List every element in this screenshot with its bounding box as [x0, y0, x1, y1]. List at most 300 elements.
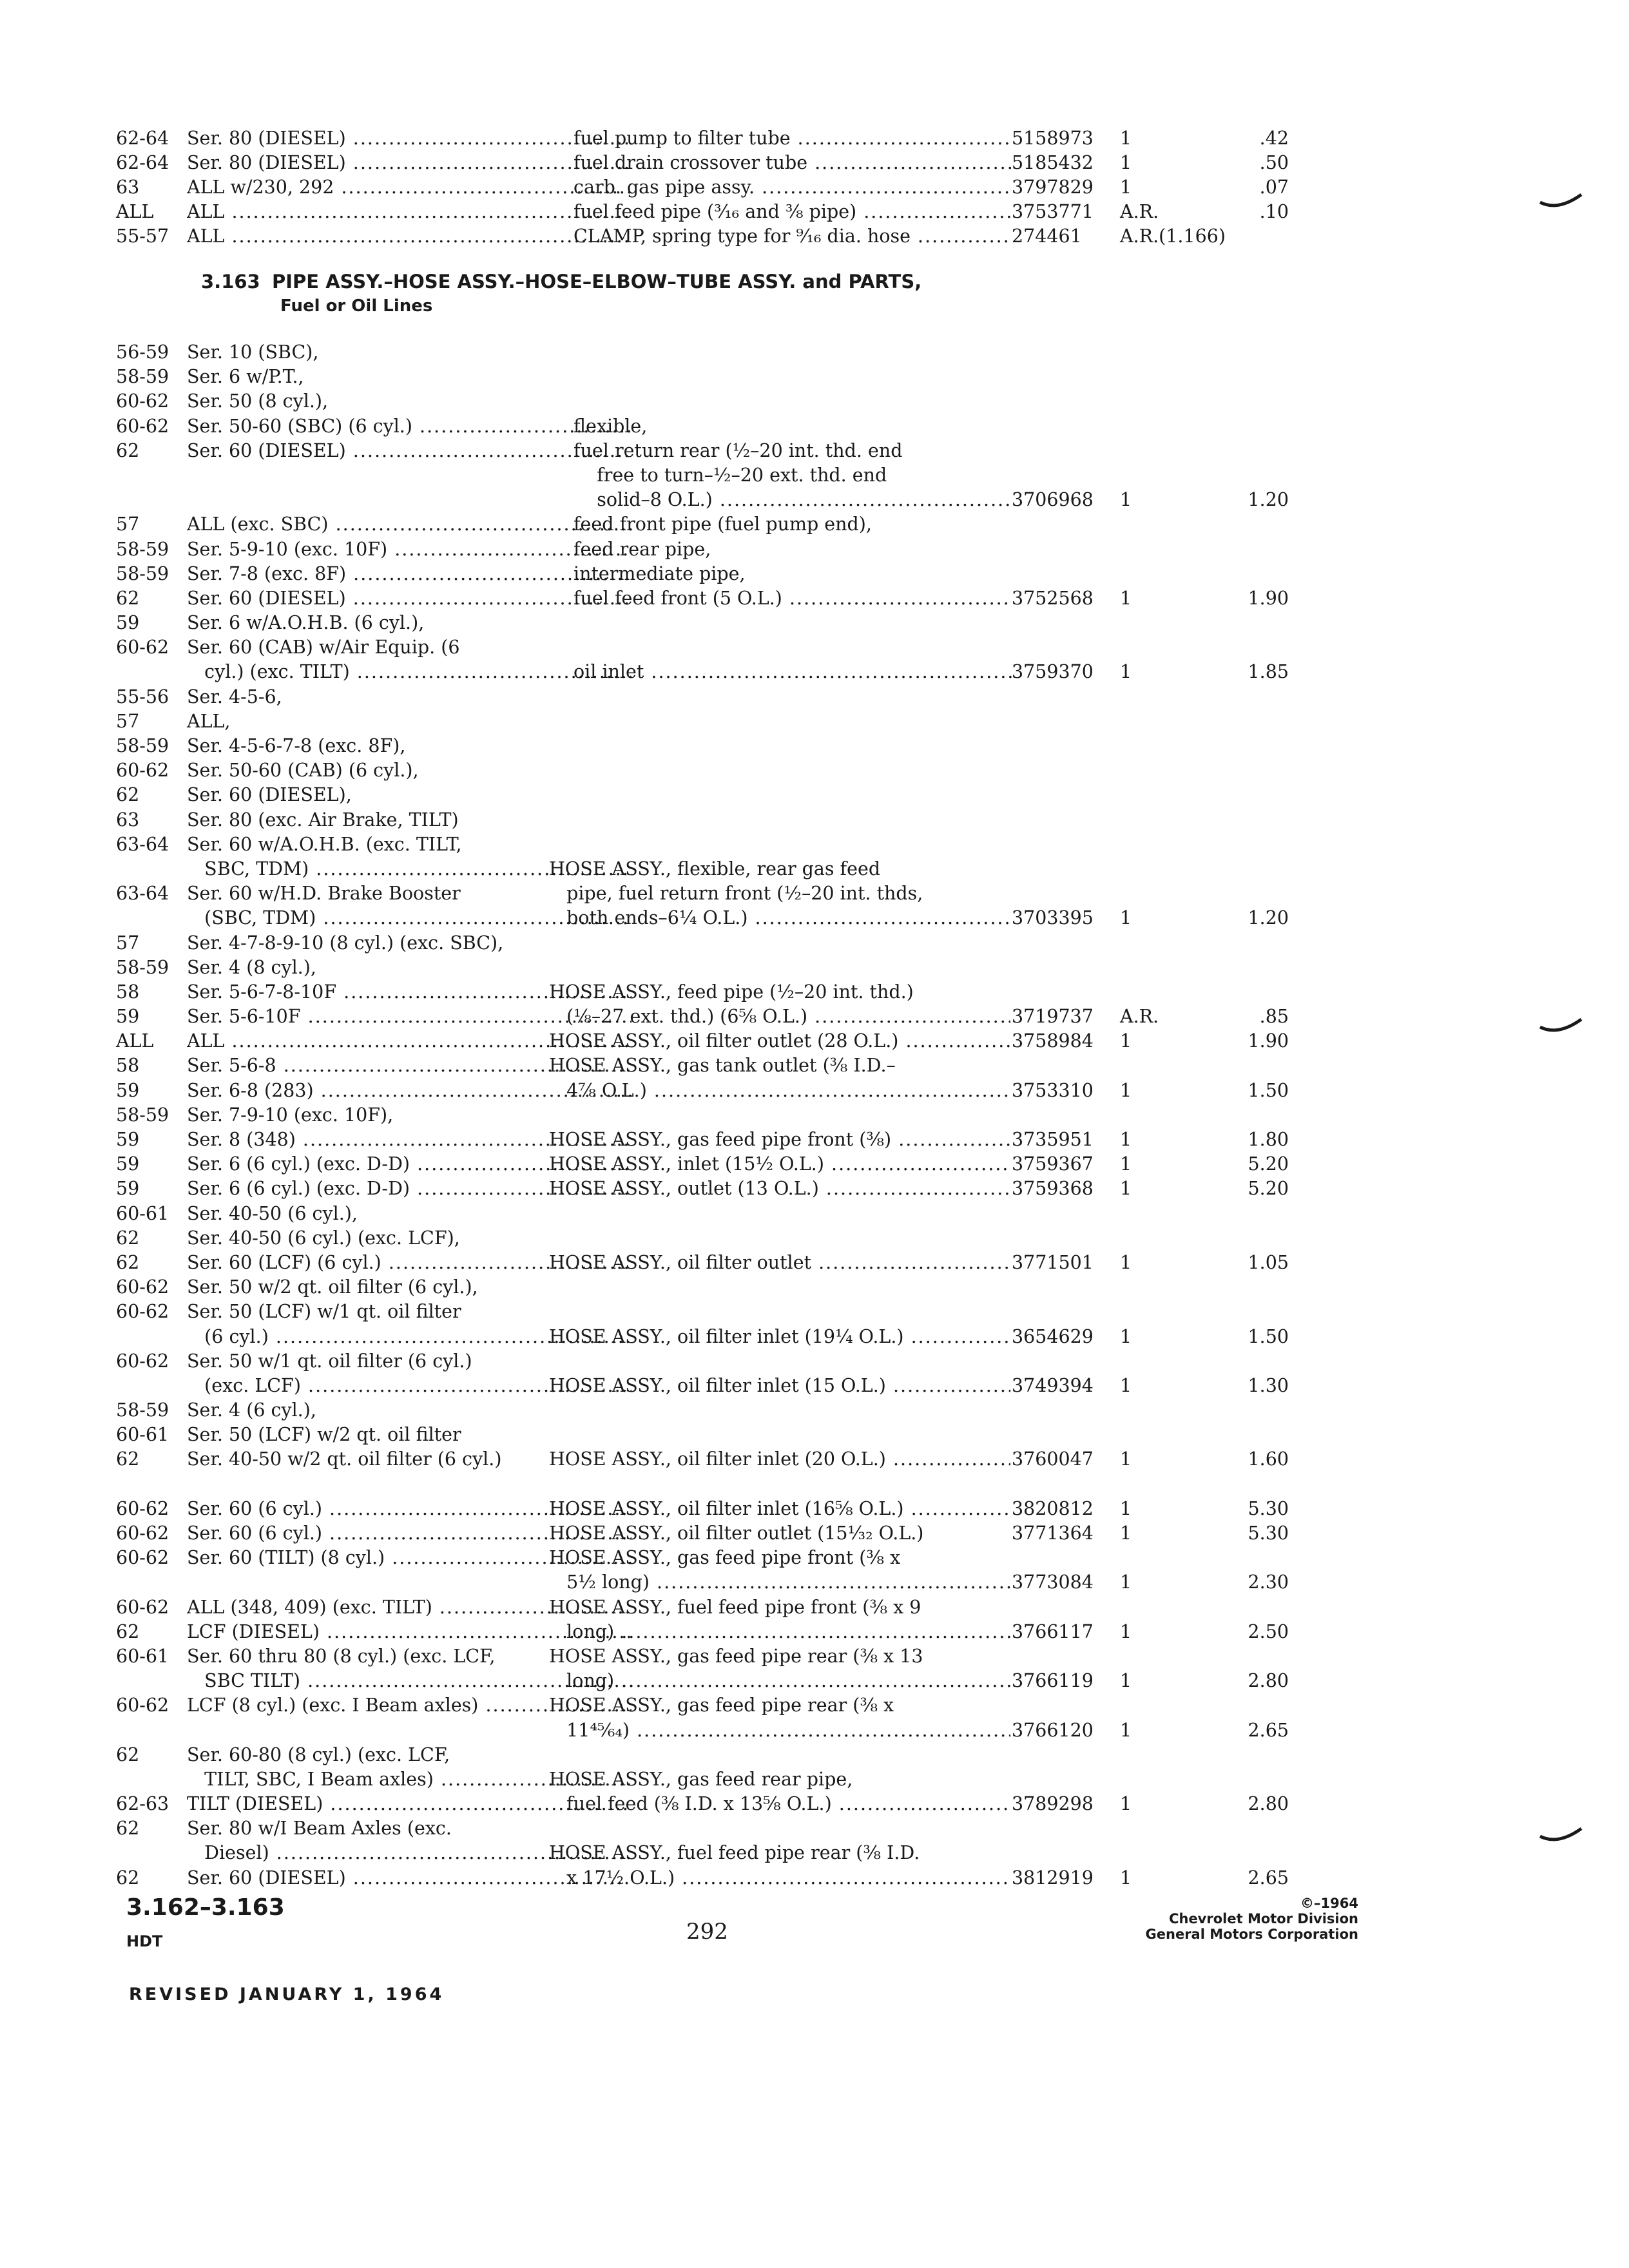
- row-price: [1199, 151, 1289, 175]
- row-description-text: HOSE ASSY., oil filter inlet (15 O.L.) .....: [549, 1374, 1010, 1398]
- row-description-text: HOSE ASSY., outlet (13 O.L.) .....: [549, 1177, 1010, 1201]
- row-model: [187, 389, 660, 414]
- row-year-text: ALL: [116, 1030, 154, 1052]
- row-model-text: Ser. 60 (DIESEL),: [187, 784, 352, 806]
- row-model: [187, 586, 631, 611]
- row-year-text: 62: [116, 439, 140, 461]
- row-model-text: Ser. 6 w/P.T.,: [187, 366, 304, 388]
- row-model-text: Ser. 5-6-8 .....: [187, 1053, 631, 1078]
- row-part-number-text: 5185432: [1012, 152, 1094, 173]
- table-row: [110, 340, 1269, 365]
- section-title: PIPE ASSY.–HOSE ASSY.–HOSE–ELBOW–TUBE ASSY. and PARTS,: [272, 271, 922, 293]
- row-price: [1199, 1792, 1289, 1816]
- row-model-text: Ser. 60 (6 cyl.) .....: [187, 1521, 631, 1546]
- row-model: [187, 734, 660, 758]
- row-price: [1199, 1669, 1289, 1693]
- row-year-text: 60-62: [116, 1596, 169, 1618]
- row-part-number-text: 3759367: [1012, 1153, 1094, 1175]
- row-model-text: Ser. 6 w/A.O.H.B. (6 cyl.),: [187, 612, 425, 634]
- table-row: [110, 1743, 1269, 1767]
- row-model-text: Ser. 80 (exc. Air Brake, TILT): [187, 809, 459, 831]
- table-row: [110, 1202, 1269, 1226]
- row-model-text: Ser. 4 (8 cyl.),: [187, 956, 316, 978]
- table-row: [110, 1718, 1289, 1743]
- row-year: [116, 1029, 187, 1053]
- row-model: [187, 340, 660, 365]
- row-model-text: (exc. LCF) .....: [187, 1374, 631, 1398]
- row-price-text: 5.30: [1248, 1523, 1289, 1544]
- row-year: [116, 1103, 187, 1128]
- row-year-text: 60-61: [116, 1424, 169, 1446]
- row-year-text: 62: [116, 1620, 140, 1642]
- row-year: [116, 340, 187, 365]
- row-year-text: 60-62: [116, 390, 169, 412]
- table-row: [110, 200, 1289, 224]
- row-price-text: 2.65: [1248, 1719, 1289, 1741]
- row-model: [187, 635, 660, 660]
- row-quantity-text: 1: [1120, 1325, 1132, 1347]
- row-model-text: Ser. 40-50 w/2 qt. oil filter (6 cyl.): [187, 1448, 502, 1470]
- row-part-number-text: 274461: [1012, 226, 1082, 247]
- binder-hole-mark-3: [1539, 1827, 1584, 1847]
- row-year-text: 62-64: [116, 152, 169, 173]
- row-description: [549, 1546, 1103, 1570]
- row-model: [187, 1816, 660, 1841]
- table-row: [110, 1423, 1269, 1447]
- row-model-text: Ser. 60 (DIESEL) .....: [187, 439, 631, 463]
- row-year: [116, 586, 187, 611]
- row-description: [549, 1644, 1103, 1669]
- row-year: [116, 1521, 187, 1546]
- table-row: [110, 1128, 1289, 1152]
- row-quantity-text: 1: [1120, 907, 1132, 929]
- row-model-text: Ser. 10 (SBC),: [187, 341, 319, 363]
- row-year: [116, 1595, 187, 1620]
- row-model-text: Ser. 40-50 (6 cyl.),: [187, 1202, 358, 1224]
- row-description-text: long) .....: [549, 1620, 1010, 1644]
- row-description-text: oil inlet .....: [574, 660, 1012, 684]
- row-part-number-text: 3752568: [1012, 587, 1094, 609]
- row-year: [116, 389, 187, 414]
- row-model-text: Ser. 80 (DIESEL) .....: [187, 126, 631, 151]
- row-model: [187, 1202, 660, 1226]
- row-year-text: 60-62: [116, 1523, 169, 1544]
- row-model: [187, 537, 631, 562]
- row-model: [187, 783, 660, 807]
- revision-date: REVISED JANUARY 1, 1964: [129, 1984, 445, 2004]
- row-quantity-text: 1: [1120, 1571, 1132, 1593]
- row-year: [116, 126, 187, 151]
- row-year: [116, 1053, 187, 1078]
- row-description-text: both ends–6¼ O.L.) .....: [549, 906, 1010, 930]
- table-row: [110, 783, 1269, 807]
- row-model-text: Ser. 60 thru 80 (8 cyl.) (exc. LCF,: [187, 1645, 496, 1667]
- binder-hole-mark-2: [1539, 1018, 1584, 1037]
- row-price: [1199, 1251, 1289, 1275]
- row-price: [1199, 1128, 1289, 1152]
- row-model-text: Ser. 40-50 (6 cyl.) (exc. LCF),: [187, 1227, 460, 1249]
- row-description-text: fuel feed (⅜ I.D. x 13⅝ O.L.) .....: [549, 1792, 1010, 1816]
- row-description-text: (⅛–27 ext. thd.) (6⅝ O.L.) .....: [549, 1004, 1010, 1029]
- row-year: [116, 611, 187, 635]
- row-year: [116, 1792, 187, 1816]
- row-year-text: 63: [116, 809, 140, 831]
- table-row: [110, 1251, 1289, 1275]
- row-price-text: 1.85: [1248, 661, 1289, 683]
- row-model-text: Ser. 60 (CAB) w/Air Equip. (6: [187, 637, 460, 658]
- row-description-text: HOSE ASSY., gas feed pipe front (⅜) .....: [549, 1128, 1010, 1152]
- row-model-text: Ser. 8 (348) .....: [187, 1128, 631, 1152]
- row-model-text: Ser. 6 (6 cyl.) (exc. D-D) .....: [187, 1177, 631, 1201]
- row-year-text: 62: [116, 1744, 140, 1765]
- row-quantity-text: 1: [1120, 128, 1132, 149]
- row-model-text: Ser. 60 w/H.D. Brake Booster: [187, 883, 461, 905]
- row-description-text: carb. gas pipe assy. .....: [574, 175, 1012, 200]
- row-year: [116, 808, 187, 832]
- row-description: [549, 980, 1103, 1004]
- row-description-text: HOSE ASSY., oil filter outlet (15⅟₃₂ O.L.): [549, 1523, 924, 1544]
- row-year-text: 62: [116, 1867, 140, 1888]
- table-row: [110, 1644, 1269, 1669]
- row-model-text: Ser. 50-60 (CAB) (6 cyl.),: [187, 760, 419, 782]
- row-model-text: Ser. 4-7-8-9-10 (8 cyl.) (exc. SBC),: [187, 932, 504, 954]
- row-model-text: Ser. 60 (TILT) (8 cyl.) .....: [187, 1546, 631, 1570]
- table-row: [110, 463, 1269, 488]
- row-model-text: Ser. 50 w/1 qt. oil filter (6 cyl.): [187, 1350, 472, 1372]
- row-part-number-text: 3760047: [1012, 1448, 1094, 1470]
- row-year-text: 58-59: [116, 956, 169, 978]
- row-quantity-text: 1: [1120, 587, 1132, 609]
- row-part-number-text: 3789298: [1012, 1793, 1094, 1815]
- row-year-text: 62: [116, 1227, 140, 1249]
- row-year: [116, 1349, 187, 1374]
- row-model: [187, 611, 660, 635]
- row-quantity-text: 1: [1120, 1867, 1132, 1888]
- row-description-text: long) .....: [549, 1669, 1010, 1693]
- row-model-text: Ser. 80 w/I Beam Axles (exc.: [187, 1818, 452, 1840]
- table-row: [110, 151, 1289, 175]
- table-row: [110, 1079, 1289, 1103]
- row-year: [116, 175, 187, 200]
- row-model-text: Ser. 60 (DIESEL) .....: [187, 586, 631, 611]
- row-year-text: 58-59: [116, 562, 169, 584]
- row-description-text: HOSE ASSY., fuel feed pipe rear (⅜ I.D.: [549, 1842, 920, 1864]
- row-model: [187, 1226, 660, 1251]
- row-part-number-text: 3654629: [1012, 1325, 1094, 1347]
- row-year: [116, 1816, 187, 1841]
- table-row: [110, 1866, 1289, 1890]
- row-year-text: 63-64: [116, 883, 169, 905]
- row-description: [574, 512, 1128, 537]
- row-year: [116, 1546, 187, 1570]
- row-price-text: .10: [1259, 201, 1289, 222]
- row-description: [574, 537, 1128, 562]
- row-part-number-text: 3771501: [1012, 1251, 1094, 1273]
- row-model-text: Ser. 60 (LCF) (6 cyl.) .....: [187, 1251, 631, 1275]
- row-year: [116, 1275, 187, 1300]
- row-description: [574, 439, 1128, 463]
- row-quantity-text: A.R.: [1120, 201, 1159, 222]
- row-description-text: HOSE ASSY., feed pipe (½–20 int. thd.): [549, 981, 914, 1003]
- row-price: [1199, 1325, 1289, 1349]
- row-model-text: ALL w/230, 292 .....: [187, 175, 631, 200]
- row-model: [187, 1103, 660, 1128]
- row-model-text: Ser. 60 (6 cyl.) .....: [187, 1497, 631, 1521]
- row-price: [1199, 1620, 1289, 1644]
- table-row: [110, 1374, 1289, 1398]
- row-quantity-text: 1: [1120, 1153, 1132, 1175]
- row-quantity-text: 1: [1120, 1374, 1132, 1396]
- row-description-text: intermediate pipe,: [574, 562, 746, 584]
- row-description-text: HOSE ASSY., oil filter inlet (16⅝ O.L.) .....: [549, 1497, 1010, 1521]
- row-year: [116, 1398, 187, 1423]
- row-description: [574, 562, 1128, 586]
- row-model: [187, 126, 631, 151]
- row-price-text: 2.30: [1248, 1571, 1289, 1593]
- table-row: [110, 1669, 1289, 1693]
- row-model-text: ALL .....: [187, 224, 631, 249]
- row-model-text: SBC TILT) .....: [187, 1669, 631, 1693]
- row-model: [187, 414, 631, 439]
- row-model: [187, 931, 660, 956]
- table-row: [110, 1275, 1269, 1300]
- row-part-number-text: 3719737: [1012, 1006, 1094, 1028]
- row-model-text: Ser. 50 (8 cyl.),: [187, 390, 329, 412]
- row-price: [1199, 1570, 1289, 1595]
- table-row: [110, 586, 1289, 611]
- row-price-text: 1.90: [1248, 1030, 1289, 1052]
- row-quantity-text: 1: [1120, 1178, 1132, 1200]
- table-row: [110, 906, 1289, 930]
- row-part-number-text: 3797829: [1012, 177, 1094, 198]
- row-description: [574, 414, 1128, 439]
- row-year: [116, 365, 187, 389]
- copyright-block: [1146, 1896, 1358, 1942]
- row-model-text: (6 cyl.) .....: [187, 1325, 631, 1349]
- row-description-text: x 17½ O.L.) .....: [549, 1866, 1010, 1890]
- table-row: [110, 1472, 1269, 1497]
- page-number: 292: [686, 1919, 728, 1945]
- table-row: [110, 389, 1269, 414]
- row-year: [116, 151, 187, 175]
- table-row: [110, 1595, 1269, 1620]
- row-year-text: 60-62: [116, 1276, 169, 1298]
- row-model-text: ALL,: [187, 710, 231, 732]
- row-part-number-text: 5158973: [1012, 128, 1094, 149]
- row-price-text: .42: [1259, 128, 1289, 149]
- table-row: [110, 758, 1269, 783]
- section-subtitle: Fuel or Oil Lines: [280, 296, 433, 316]
- row-quantity-text: 1: [1120, 1497, 1132, 1519]
- table-row: [110, 537, 1269, 562]
- row-model: [187, 1743, 660, 1767]
- row-model-text: ALL (348, 409) (exc. TILT) .....: [187, 1595, 631, 1620]
- row-model-text: Ser. 60 (DIESEL) .....: [187, 1866, 631, 1890]
- row-price-text: 5.20: [1248, 1178, 1289, 1200]
- row-year-text: 60-62: [116, 415, 169, 437]
- table-row: [110, 512, 1269, 537]
- row-part-number-text: 3703395: [1012, 907, 1094, 929]
- row-model-text: LCF (DIESEL) .....: [187, 1620, 631, 1644]
- row-price: [1199, 1374, 1289, 1398]
- row-model-text: Ser. 60-80 (8 cyl.) (exc. LCF,: [187, 1744, 450, 1765]
- row-model: [187, 709, 660, 734]
- row-year-text: 59: [116, 1006, 140, 1028]
- row-year-text: 55-56: [116, 686, 169, 707]
- footer-section-range: 3.162–3.163: [126, 1894, 285, 1921]
- row-model-text: Ser. 7-9-10 (exc. 10F),: [187, 1104, 394, 1126]
- row-part-number-text: 3771364: [1012, 1523, 1094, 1544]
- row-model-text: Ser. 60 w/A.O.H.B. (exc. TILT,: [187, 833, 462, 855]
- row-quantity-text: 1: [1120, 1620, 1132, 1642]
- row-year-text: 62: [116, 1448, 140, 1470]
- row-year-text: 60-62: [116, 1350, 169, 1372]
- row-model-text: Ser. 6-8 (283) .....: [187, 1079, 631, 1103]
- copyright-year: ©–1964: [1300, 1896, 1358, 1911]
- row-year-text: 59: [116, 1178, 140, 1200]
- row-model: [187, 832, 660, 857]
- table-row: [110, 611, 1269, 635]
- row-description-text: 11⁴⁵⁄₆₄) .....: [549, 1718, 1010, 1743]
- row-year-text: 59: [116, 1079, 140, 1101]
- row-year: [116, 1226, 187, 1251]
- table-row: [110, 635, 1269, 660]
- row-model: [187, 1300, 660, 1324]
- row-price-text: 2.80: [1248, 1793, 1289, 1815]
- row-price-text: 1.50: [1248, 1079, 1289, 1101]
- table-row: [110, 857, 1269, 881]
- row-description-text: flexible,: [574, 415, 648, 437]
- row-description-text: HOSE ASSY., oil filter inlet (20 O.L.) .....: [549, 1447, 1010, 1472]
- row-part-number-text: 3759368: [1012, 1178, 1094, 1200]
- row-model-text: Ser. 4 (6 cyl.),: [187, 1399, 316, 1421]
- row-description-text: HOSE ASSY., inlet (15½ O.L.) .....: [549, 1152, 1010, 1177]
- row-quantity-text: 1: [1120, 177, 1132, 198]
- row-year-text: 58-59: [116, 1104, 169, 1126]
- table-row: [110, 1693, 1269, 1718]
- row-part-number-text: 3766117: [1012, 1620, 1094, 1642]
- row-description-text: HOSE ASSY., gas feed rear pipe,: [549, 1768, 853, 1790]
- row-model-text: Ser. 6 (6 cyl.) (exc. D-D) .....: [187, 1152, 631, 1177]
- row-year: [116, 1693, 187, 1718]
- row-year: [116, 512, 187, 537]
- row-model-text: ALL (exc. SBC) .....: [187, 512, 631, 537]
- row-model: [187, 200, 631, 224]
- row-year-text: 62-63: [116, 1793, 169, 1815]
- row-part-number-text: 3773084: [1012, 1571, 1094, 1593]
- row-year: [116, 1300, 187, 1324]
- row-year-text: 58: [116, 981, 140, 1003]
- table-row: [110, 1816, 1269, 1841]
- row-year: [116, 881, 187, 906]
- row-model-text: ALL .....: [187, 200, 631, 224]
- row-model-text: ALL .....: [187, 1029, 631, 1053]
- row-description-text: HOSE ASSY., oil filter outlet .....: [549, 1251, 1010, 1275]
- row-part-number-text: 3758984: [1012, 1030, 1094, 1052]
- row-year: [116, 980, 187, 1004]
- row-year: [116, 1152, 187, 1177]
- row-quantity-text: A.R.(1.166): [1120, 226, 1226, 247]
- row-model: [187, 1423, 660, 1447]
- row-year: [116, 562, 187, 586]
- row-description-text: fuel return rear (½–20 int. thd. end: [574, 439, 903, 461]
- row-price-text: 2.50: [1248, 1620, 1289, 1642]
- row-description-text: HOSE ASSY., gas feed pipe rear (⅜ x: [549, 1695, 894, 1716]
- table-row: [110, 1570, 1289, 1595]
- table-row: [110, 1103, 1269, 1128]
- row-model: [187, 151, 631, 175]
- table-row: [110, 685, 1269, 709]
- row-year-text: 56-59: [116, 341, 169, 363]
- binder-hole-mark-1: [1539, 193, 1584, 213]
- row-year: [116, 1423, 187, 1447]
- row-quantity-text: 1: [1120, 1448, 1132, 1470]
- row-model: [187, 956, 660, 980]
- row-description-text: pipe, fuel return front (½–20 int. thds,: [549, 883, 923, 905]
- row-model-text: Ser. 4-5-6-7-8 (exc. 8F),: [187, 735, 406, 756]
- row-description-text: feed front pipe (fuel pump end),: [574, 514, 872, 535]
- top-parts-table: [110, 126, 1289, 249]
- table-row: [110, 808, 1269, 832]
- row-year: [116, 1251, 187, 1275]
- row-year-text: 58-59: [116, 366, 169, 388]
- row-part-number-text: 3812919: [1012, 1867, 1094, 1888]
- row-model-text: SBC, TDM) .....: [187, 857, 631, 881]
- row-description-text: fuel feed pipe (³⁄₁₆ and ³⁄₈ pipe) .....: [574, 200, 1012, 224]
- row-price: [1199, 488, 1289, 512]
- table-row: [110, 1004, 1289, 1029]
- row-year: [116, 1079, 187, 1103]
- row-model: [187, 175, 631, 200]
- parts-table: [110, 340, 1289, 1890]
- row-price: [1199, 1029, 1289, 1053]
- row-model: [187, 660, 631, 684]
- table-row: [110, 562, 1269, 586]
- row-price: [1199, 175, 1289, 200]
- table-row: [110, 1841, 1269, 1865]
- row-model: [187, 365, 660, 389]
- division-name: Chevrolet Motor Division: [1169, 1911, 1358, 1927]
- row-description-text: HOSE ASSY., gas feed pipe front (⅜ x: [549, 1547, 901, 1569]
- row-year: [116, 1497, 187, 1521]
- row-year: [116, 758, 187, 783]
- row-year-text: 60-62: [116, 1547, 169, 1569]
- row-description-text: solid–8 O.L.) .....: [574, 488, 1012, 512]
- row-price: [1199, 1152, 1289, 1177]
- row-year-text: 59: [116, 612, 140, 634]
- row-quantity-text: 1: [1120, 1129, 1132, 1150]
- row-model-text: Ser. 50 w/2 qt. oil filter (6 cyl.),: [187, 1276, 478, 1298]
- table-row: [110, 1300, 1269, 1324]
- row-year: [116, 537, 187, 562]
- row-price-text: 2.80: [1248, 1670, 1289, 1692]
- row-description-text: HOSE ASSY., gas tank outlet (⅜ I.D.–: [549, 1055, 896, 1077]
- row-model: [187, 562, 631, 586]
- row-quantity-text: 1: [1120, 1670, 1132, 1692]
- row-model: [187, 224, 631, 249]
- row-quantity-text: 1: [1120, 152, 1132, 173]
- row-price-text: 1.20: [1248, 907, 1289, 929]
- row-year: [116, 832, 187, 857]
- row-description: [549, 1693, 1103, 1718]
- row-year-text: 60-62: [116, 1301, 169, 1323]
- row-price-text: 1.90: [1248, 587, 1289, 609]
- row-price: [1199, 1447, 1289, 1472]
- row-part-number-text: 3735951: [1012, 1129, 1094, 1150]
- row-part-number-text: 3759370: [1012, 661, 1094, 683]
- row-year: [116, 414, 187, 439]
- row-year: [116, 1743, 187, 1767]
